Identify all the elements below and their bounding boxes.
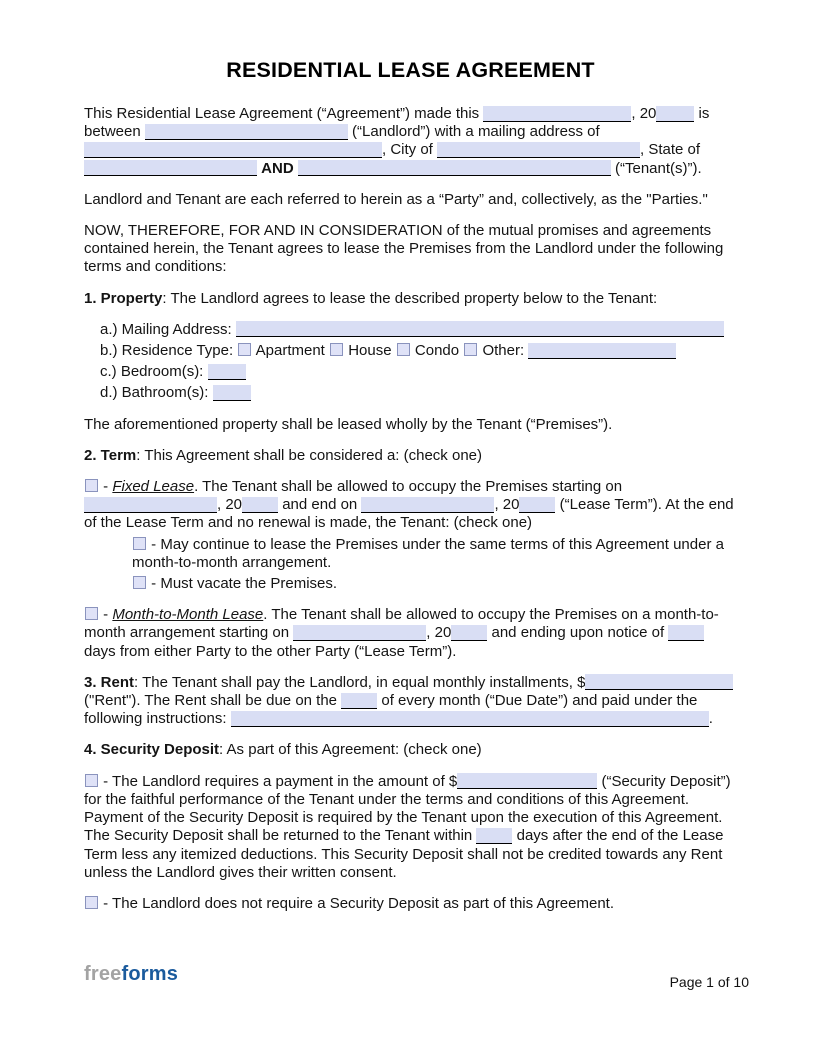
text-run: days from either Party to the other Party (“Lease Term”).	[84, 642, 457, 660]
text-run: 3. Rent	[84, 673, 135, 691]
field-day[interactable]	[483, 106, 631, 122]
field-year[interactable]	[656, 106, 694, 122]
text-run: Month-to-Month Lease	[112, 606, 264, 624]
text-run: Other:	[478, 342, 529, 360]
checkbox-may-continue[interactable]	[133, 537, 146, 550]
text-run: - Must vacate the Premises.	[147, 575, 338, 593]
text-run: d.) Bathroom(s):	[100, 384, 213, 402]
checkbox-house[interactable]	[330, 343, 343, 356]
field-residence-other[interactable]	[528, 343, 676, 359]
document-title: RESIDENTIAL LEASE AGREEMENT	[226, 58, 595, 82]
field-city[interactable]	[437, 142, 640, 158]
fixed-lease-option-vacate	[132, 575, 737, 593]
text-run: : The Landlord agrees to lease the described property below to the Tenant:	[162, 289, 658, 307]
text-run: , State of	[640, 141, 701, 159]
field-rent-amount[interactable]	[585, 674, 733, 690]
checkbox-no-security-deposit[interactable]	[85, 896, 98, 909]
field-fixed-start-year[interactable]	[242, 497, 278, 513]
parties-paragraph	[84, 191, 737, 209]
text-run: of every month (“Due Date”) and paid under the following instructions:	[84, 692, 698, 728]
checkbox-must-vacate[interactable]	[133, 576, 146, 589]
text-run: This Residential Lease Agreement (“Agreement”) made this	[84, 105, 484, 122]
consideration-paragraph	[84, 222, 737, 277]
text-run: (“Lease Term”). At the end of the Lease Term and no renewal is made, the Tenant: (check one)	[84, 496, 734, 532]
text-run: , City of	[382, 141, 438, 159]
field-rent-due-day[interactable]	[341, 693, 377, 709]
text-run: c.) Bedroom(s):	[100, 363, 208, 381]
text-run: The aforementioned property shall be leased wholly by the Tenant (“Premises”).	[84, 415, 613, 433]
text-run: , 20	[494, 496, 520, 514]
text-run: . The Tenant shall be allowed to occupy the Premises starting on	[194, 478, 623, 496]
property-item-bedrooms	[100, 363, 737, 381]
text-run: - May continue to lease the Premises under the same terms of this Agreement under a month-to-month arrangement.	[132, 535, 724, 571]
text-run: 4. Security Deposit	[84, 741, 220, 759]
field-state[interactable]	[84, 160, 257, 176]
field-bedrooms[interactable]	[208, 364, 246, 380]
field-mailing-address[interactable]	[236, 321, 724, 337]
text-run: (“Tenant(s)”).	[610, 159, 702, 177]
property-item-mailing-address	[100, 321, 737, 339]
text-run: (“Security Deposit”) for the faithful performance of the Tenant under the terms and conditions of this Agreement. Payment of the Security Deposit is required by the Tenant upon the execution of this Agreement. The Security Deposit shall be returned to the Tenant within	[84, 772, 731, 845]
premises-paragraph	[84, 416, 737, 434]
field-security-return-days[interactable]	[476, 828, 512, 844]
text-run: is between	[84, 105, 710, 141]
text-run: Fixed Lease	[112, 478, 195, 496]
text-run: a.) Mailing Address:	[100, 320, 236, 338]
text-run: b.) Residence Type:	[100, 342, 238, 360]
checkbox-other[interactable]	[464, 343, 477, 356]
brand-logo-free: free	[84, 963, 122, 985]
field-payment-instructions[interactable]	[231, 711, 709, 727]
field-security-deposit-amount[interactable]	[457, 773, 597, 789]
text-run: House	[344, 342, 396, 360]
text-run: -	[99, 606, 113, 624]
fixed-lease-paragraph	[84, 478, 737, 533]
text-run: . The Tenant shall be allowed to occupy the Premises on a month-to-month arrangement starting on	[84, 606, 719, 642]
field-m2m-start-year[interactable]	[451, 625, 487, 641]
text-run: : As part of this Agreement: (check one)	[219, 741, 482, 759]
page-number: Page 1 of 10	[669, 974, 749, 990]
document-body	[84, 105, 737, 913]
text-run: days after the end of the Lease Term less any itemized deductions. This Security Deposit shall not be credited towards any Rent unless the Landlord gives their written consent.	[84, 827, 724, 881]
field-fixed-start-date[interactable]	[84, 497, 217, 513]
text-run: Landlord and Tenant are each referred to herein as a “Party” and, collectively, as the "Parties."	[84, 190, 708, 208]
text-run: 2. Term	[84, 446, 137, 464]
brand-logo	[84, 963, 178, 986]
field-m2m-notice-days[interactable]	[668, 625, 704, 641]
fixed-lease-option-continue	[132, 536, 737, 572]
intro-paragraph	[84, 105, 737, 178]
property-item-residence-type	[100, 342, 737, 360]
section-4-security-deposit	[84, 741, 737, 759]
text-run: (“Landlord”) with a mailing address of	[347, 123, 600, 141]
text-run: 1. Property	[84, 289, 163, 307]
field-landlord-address[interactable]	[84, 142, 382, 158]
text-run: - The Landlord requires a payment in the amount of $	[99, 772, 458, 790]
field-bathrooms[interactable]	[213, 385, 251, 401]
text-run: ("Rent"). The Rent shall be due on the	[84, 692, 342, 710]
field-fixed-end-year[interactable]	[519, 497, 555, 513]
text-run: Apartment	[252, 342, 330, 360]
text-run: .	[708, 710, 713, 728]
security-deposit-not-required-paragraph	[84, 895, 737, 913]
text-run: : This Agreement shall be considered a: (check one)	[136, 446, 482, 464]
text-run: and end on	[278, 496, 362, 514]
text-run: - The Landlord does not require a Security Deposit as part of this Agreement.	[99, 894, 615, 912]
document-content	[84, 58, 737, 926]
checkbox-security-deposit-required[interactable]	[85, 774, 98, 787]
month-to-month-paragraph	[84, 606, 737, 661]
section-3-rent	[84, 674, 737, 729]
section-1-property	[84, 290, 737, 308]
text-run: , 20	[426, 624, 452, 642]
checkbox-month-to-month[interactable]	[85, 607, 98, 620]
checkbox-condo[interactable]	[397, 343, 410, 356]
brand-logo-forms: forms	[121, 963, 179, 985]
text-run: AND	[261, 159, 294, 177]
section-2-term	[84, 447, 737, 465]
text-run: , 20	[217, 496, 243, 514]
checkbox-apartment[interactable]	[238, 343, 251, 356]
checkbox-fixed-lease[interactable]	[85, 479, 98, 492]
field-tenant-names[interactable]	[298, 160, 611, 176]
text-run: : The Tenant shall pay the Landlord, in equal monthly installments, $	[134, 673, 586, 691]
field-landlord-name[interactable]	[145, 124, 348, 140]
property-item-bathrooms	[100, 384, 737, 402]
text-run: -	[99, 478, 113, 496]
field-fixed-end-date[interactable]	[361, 497, 494, 513]
text-run: , 20	[631, 105, 657, 122]
field-m2m-start-date[interactable]	[293, 625, 426, 641]
text-run: NOW, THEREFORE, FOR AND IN CONSIDERATION of the mutual promises and agreements contained herein, the Tenant agrees to lease the Premises from the Landlord under the following terms and conditions:	[84, 222, 724, 276]
text-run: Condo	[410, 342, 464, 360]
text-run: and ending upon notice of	[487, 624, 669, 642]
security-deposit-required-paragraph	[84, 773, 737, 882]
